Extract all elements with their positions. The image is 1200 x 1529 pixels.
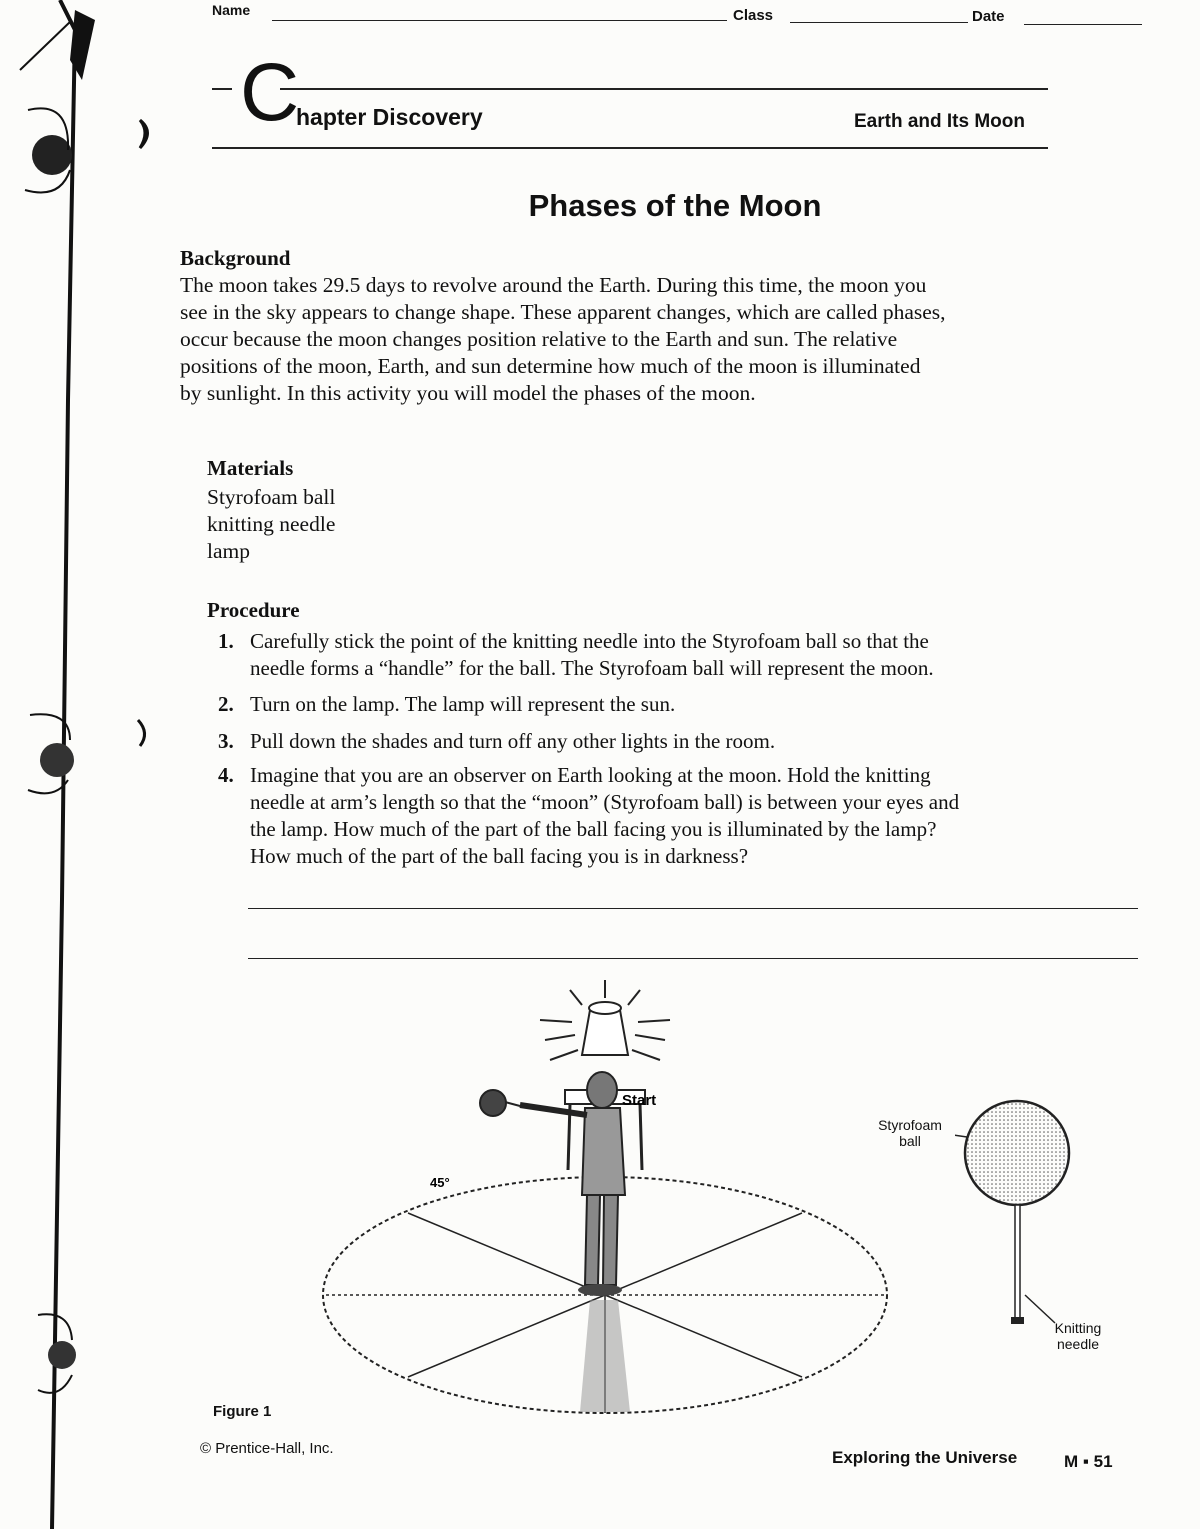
- answer-line[interactable]: [248, 908, 1138, 909]
- knitting-needle-label: [1048, 1320, 1108, 1352]
- background-line: by sunlight. In this activity you will model the phases of the moon.: [180, 381, 756, 405]
- date-field-line[interactable]: [1024, 24, 1142, 25]
- knitting-needle-label-line: needle: [1056, 1336, 1100, 1352]
- background-line: see in the sky appears to change shape. These apparent changes, which are called phases,: [180, 300, 946, 324]
- procedure-step: [218, 691, 1138, 718]
- material-item: lamp: [207, 539, 250, 563]
- background-paragraph: [180, 272, 1140, 407]
- step-number: 2.: [218, 692, 234, 716]
- styrofoam-ball-label-line: ball: [899, 1133, 921, 1149]
- material-item: Styrofoam ball: [207, 485, 336, 509]
- moon-ball-icon: [480, 1090, 506, 1116]
- answer-line[interactable]: [248, 958, 1138, 959]
- styrofoam-ball-label-line: Styrofoam: [878, 1117, 942, 1133]
- step-number: 4.: [218, 763, 234, 787]
- step-line: Carefully stick the point of the knitting needle into the Styrofoam ball so that the: [250, 629, 929, 653]
- step-line: How much of the part of the ball facing you is in darkness?: [250, 844, 749, 868]
- styrofoam-ball-icon: [965, 1101, 1069, 1205]
- orbit-spoke: [605, 1295, 802, 1377]
- knitting-needle-icon: [1015, 1205, 1020, 1320]
- step-line: Pull down the shades and turn off any other lights in the room.: [250, 729, 776, 753]
- background-line: The moon takes 29.5 days to revolve around the Earth. During this time, the moon you: [180, 273, 927, 297]
- procedure-step: [218, 628, 1138, 682]
- person-shadow: [580, 1300, 630, 1412]
- lamp-icon: [540, 980, 670, 1060]
- page-number: M ▪ 51: [1064, 1452, 1113, 1471]
- banner-rule-bottom: [212, 147, 1048, 149]
- procedure-step: [218, 728, 1138, 755]
- orbit-spoke: [605, 1213, 802, 1295]
- step-line: Turn on the lamp. The lamp will represent the sun.: [250, 692, 676, 716]
- copyright-notice: © Prentice-Hall, Inc.: [200, 1440, 334, 1457]
- background-line: occur because the moon changes position relative to the Earth and sun. The relative: [180, 327, 898, 351]
- background-heading: Background: [180, 246, 291, 270]
- chapter-discovery-label: hapter Discovery: [296, 104, 483, 130]
- book-title: Exploring the Universe: [832, 1448, 1018, 1467]
- step-line: needle at arm’s length so that the “moon” (Styrofoam ball) is between your eyes and: [250, 790, 960, 814]
- step-line: the lamp. How much of the part of the ball facing you is illuminated by the lamp?: [250, 817, 937, 841]
- material-item: knitting needle: [207, 512, 336, 536]
- procedure-step: [218, 762, 1138, 870]
- knitting-needle-label-line: Knitting: [1054, 1320, 1102, 1336]
- step-line: Imagine that you are an observer on Earth looking at the moon. Hold the knitting: [250, 763, 931, 787]
- step-number: 1.: [218, 629, 234, 653]
- figure-caption: Figure 1: [213, 1403, 272, 1420]
- orbit-diagram: [300, 980, 920, 1420]
- background-line: positions of the moon, Earth, and sun determine how much of the moon is illuminated: [180, 354, 921, 378]
- name-label: Name: [212, 2, 251, 18]
- needle-knob: [1011, 1317, 1024, 1324]
- class-field-line[interactable]: [790, 22, 968, 23]
- start-label: Start: [622, 1092, 657, 1109]
- margin-decoration: [0, 0, 175, 1529]
- chapter-big-letter: C: [240, 47, 300, 138]
- orbit-spoke: [408, 1213, 605, 1295]
- person-icon: [505, 1072, 625, 1296]
- class-label: Class: [733, 7, 774, 24]
- styrofoam-ball-diagram: [955, 1095, 1085, 1335]
- materials-heading: Materials: [207, 456, 294, 480]
- angle-label: 45°: [430, 1175, 450, 1190]
- orbit-spoke: [408, 1295, 605, 1377]
- banner-rule-top-left: [212, 88, 232, 90]
- procedure-heading: Procedure: [207, 598, 300, 622]
- materials-list: [207, 484, 335, 565]
- banner-rule-top: [280, 88, 1048, 90]
- date-label: Date: [972, 8, 1005, 25]
- styrofoam-ball-label: [870, 1117, 950, 1149]
- step-number: 3.: [218, 729, 234, 753]
- step-line: needle forms a “handle” for the ball. The Styrofoam ball will represent the moon.: [250, 656, 934, 680]
- page-title: Phases of the Moon: [528, 188, 822, 223]
- unit-title: Earth and Its Moon: [854, 111, 1025, 132]
- name-field-line[interactable]: [272, 20, 727, 21]
